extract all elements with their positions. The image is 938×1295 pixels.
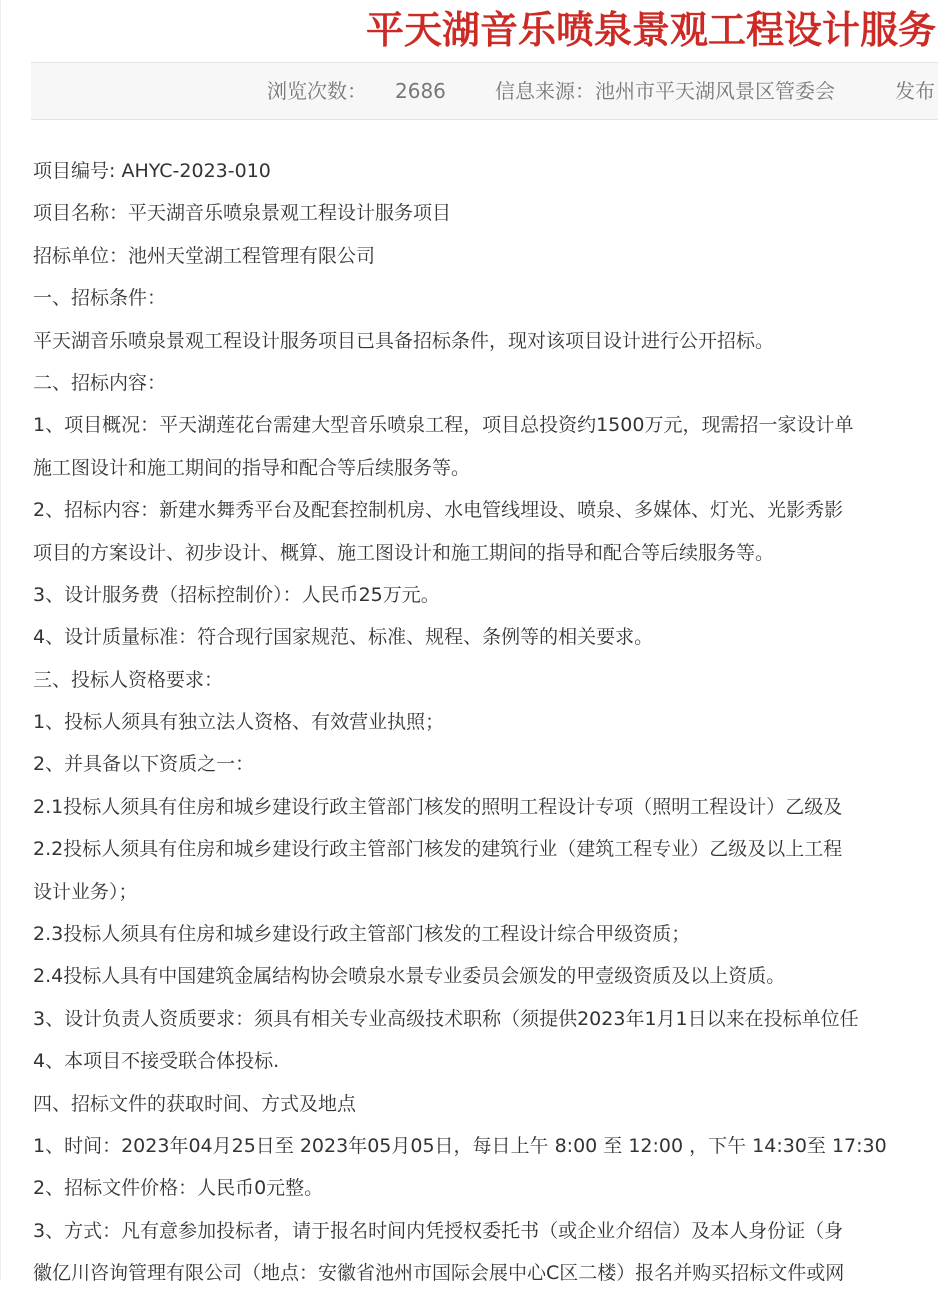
- article-title: 平天湖音乐喷泉景观工程设计服务: [366, 8, 937, 52]
- body-line: 2、招标内容：新建水舞秀平台及配套控制机房、水电管线埋设、喷泉、多媒体、灯光、光影秀影: [33, 499, 844, 522]
- body-line: 1、项目概况：平天湖莲花台需建大型音乐喷泉工程，项目总投资约1500万元，现需招一家设计单: [33, 414, 854, 437]
- view-count-label: 浏览次数：: [267, 79, 367, 103]
- section-heading: 三、投标人资格要求：: [33, 668, 224, 691]
- view-count: [267, 63, 446, 119]
- body-line: 2、并具备以下资质之一：: [33, 753, 255, 776]
- info-source: 信息来源：池州市平天湖风景区管委会: [495, 79, 835, 103]
- body-line: 设计业务）；: [33, 880, 138, 903]
- article-meta-bar: [31, 62, 938, 120]
- section-heading: 一、招标条件：: [33, 287, 167, 310]
- body-line: 2.3投标人须具有住房和城乡建设行政主管部门核发的工程设计综合甲级资质；: [33, 923, 691, 946]
- publish-date-label: 发布: [895, 79, 935, 103]
- section-heading: 二、招标内容：: [33, 371, 167, 394]
- article-body: [33, 150, 938, 1295]
- body-line: 4、本项目不接受联合体投标.: [33, 1050, 280, 1073]
- body-line: 施工图设计和施工期间的指导和配合等后续服务等。: [33, 456, 471, 479]
- body-line: 项目名称：平天湖音乐喷泉景观工程设计服务项目: [33, 202, 452, 225]
- body-line: 3、方式：凡有意参加投标者，请于报名时间内凭授权委托书（或企业介绍信）及本人身份证（身: [33, 1219, 844, 1242]
- body-line: 1、投标人须具有独立法人资格、有效营业执照；: [33, 711, 445, 734]
- body-line: 徽亿川咨询管理有限公司（地点：安徽省池州市国际会展中心C区二楼）报名并购买招标文件或网: [33, 1262, 845, 1285]
- body-line: 2.2投标人须具有住房和城乡建设行政主管部门核发的建筑行业（建筑工程专业）乙级及以上工程: [33, 838, 843, 861]
- body-line: 项目编号: AHYC-2023-010: [33, 160, 271, 182]
- view-count-value: 2686: [395, 79, 446, 103]
- body-line: 2、招标文件价格：人民币0元整。: [33, 1177, 324, 1200]
- body-line: 2.4投标人具有中国建筑金属结构协会喷泉水景专业委员会颁发的甲壹级资质及以上资质。: [33, 965, 786, 988]
- body-line: 招标单位：池州天堂湖工程管理有限公司: [33, 244, 376, 267]
- body-line: 2.1投标人须具有住房和城乡建设行政主管部门核发的照明工程设计专项（照明工程设计）乙级及: [33, 795, 843, 818]
- body-line: 3、设计服务费（招标控制价）：人民币25万元。: [33, 583, 440, 606]
- section-heading: 四、招标文件的获取时间、方式及地点: [33, 1092, 357, 1115]
- body-line: 项目的方案设计、初步设计、概算、施工图设计和施工期间的指导和配合等后续服务等。: [33, 541, 775, 564]
- body-line: 4、设计质量标准：符合现行国家规范、标准、规程、条例等的相关要求。: [33, 626, 654, 649]
- body-line: 平天湖音乐喷泉景观工程设计服务项目已具备招标条件，现对该项目设计进行公开招标。: [33, 329, 775, 352]
- page-edge-divider: [0, 0, 1, 1280]
- body-line: 1、时间：2023年04月25日至 2023年05月05日，每日上午 8:00 至 12:00 ，下午 14:30至 17:30: [33, 1134, 887, 1157]
- body-line: 3、设计负责人资质要求：须具有相关专业高级技术职称（须提供2023年1月1日以来在投标单位任: [33, 1007, 859, 1030]
